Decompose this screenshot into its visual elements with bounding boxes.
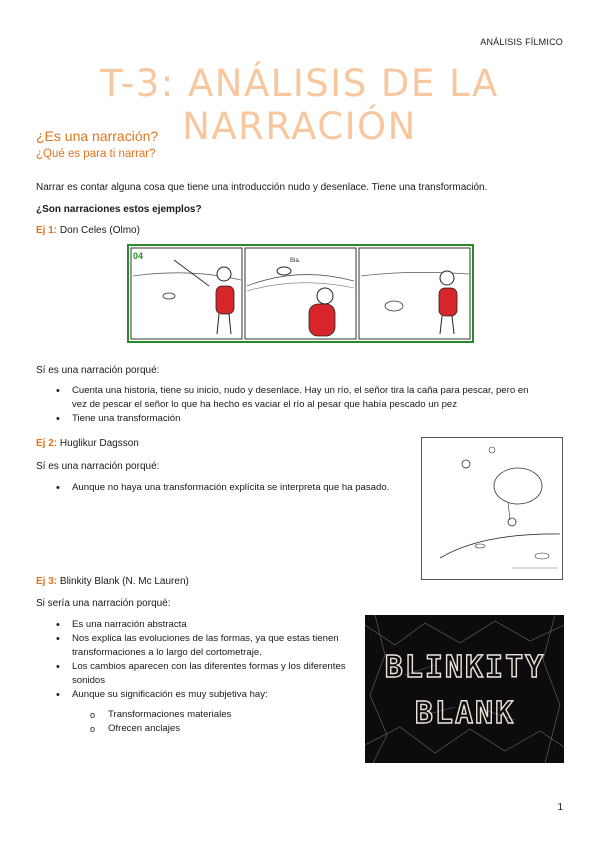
example-3-answer: Si sería una narración porqué:	[36, 598, 171, 609]
list-item: • Aunque su significación es muy subjetiva hay:	[36, 688, 366, 702]
example-2-tag: Ej 2:	[36, 438, 58, 449]
header-label: ANÁLISIS FÍLMICO	[480, 37, 563, 47]
comic-badge: 04	[133, 251, 144, 261]
list-item: • Tiene una transformación	[36, 412, 536, 426]
example-3-bullets	[36, 618, 366, 702]
don-celes-comic	[127, 244, 474, 343]
example-1-heading	[36, 224, 140, 237]
comic-speech: Bla.	[290, 258, 301, 264]
blank-word: BLANK	[414, 696, 516, 731]
list-item: • Los cambios aparecen con las diferentes formas y los diferentes sonidos	[36, 660, 366, 688]
question-1: ¿Es una narración?	[36, 128, 159, 144]
example-3-tag: Ej 3:	[36, 576, 58, 587]
don-celes-comic-drawing	[129, 246, 472, 341]
blinkity-word: BLINKITY	[384, 650, 546, 685]
question-2: ¿Qué es para ti narrar?	[36, 148, 156, 160]
sub-list-item: o Ofrecen anclajes	[72, 722, 372, 736]
definition-text: Narrar es contar alguna cosa que tiene una introducción nudo y desenlace. Tiene una transformación.	[36, 182, 488, 193]
example-3-title: Blinkity Blank (N. Mc Lauren)	[59, 576, 189, 587]
page-number: 1	[557, 802, 563, 813]
list-item: • Aunque no haya una transformación explícita se interpreta que ha pasado.	[36, 481, 416, 495]
dagsson-comic-drawing	[422, 438, 562, 579]
page-title: T-3: ANÁLISIS DE LA NARRACIÓN	[100, 62, 499, 148]
list-item: • Es una narración abstracta	[36, 618, 366, 632]
example-1-answer: Sí es una narración porqué:	[36, 365, 160, 376]
example-2-heading	[36, 437, 139, 450]
example-2-title: Huglikur Dagsson	[59, 438, 139, 449]
list-item: • Cuenta una historia, tiene su inicio, nudo y desenlace. Hay un río, el señor tira la caña para pescar, pero en vez de pescar el señor lo que ha hecho es vaciar el río al pesar que había pescado un pez	[36, 384, 536, 412]
examples-question: ¿Son narraciones estos ejemplos?	[36, 204, 202, 215]
blinkity-blank-drawing	[365, 615, 564, 763]
list-item: • Nos explica las evoluciones de las formas, ya que estas tienen transformaciones a lo largo del cortometraje.	[36, 632, 366, 660]
example-1-bullets	[36, 384, 536, 426]
sub-list-item: o Transformaciones materiales	[72, 708, 372, 722]
example-1-title: Don Celes (Olmo)	[59, 225, 140, 236]
dagsson-comic	[421, 437, 563, 580]
example-3-subbullets	[36, 708, 372, 736]
blinkity-blank-image	[365, 615, 564, 763]
example-2-bullets	[36, 481, 416, 495]
example-1-tag: Ej 1:	[36, 225, 58, 236]
example-3-heading	[36, 575, 189, 588]
example-2-answer: Sí es una narración porqué:	[36, 461, 160, 472]
